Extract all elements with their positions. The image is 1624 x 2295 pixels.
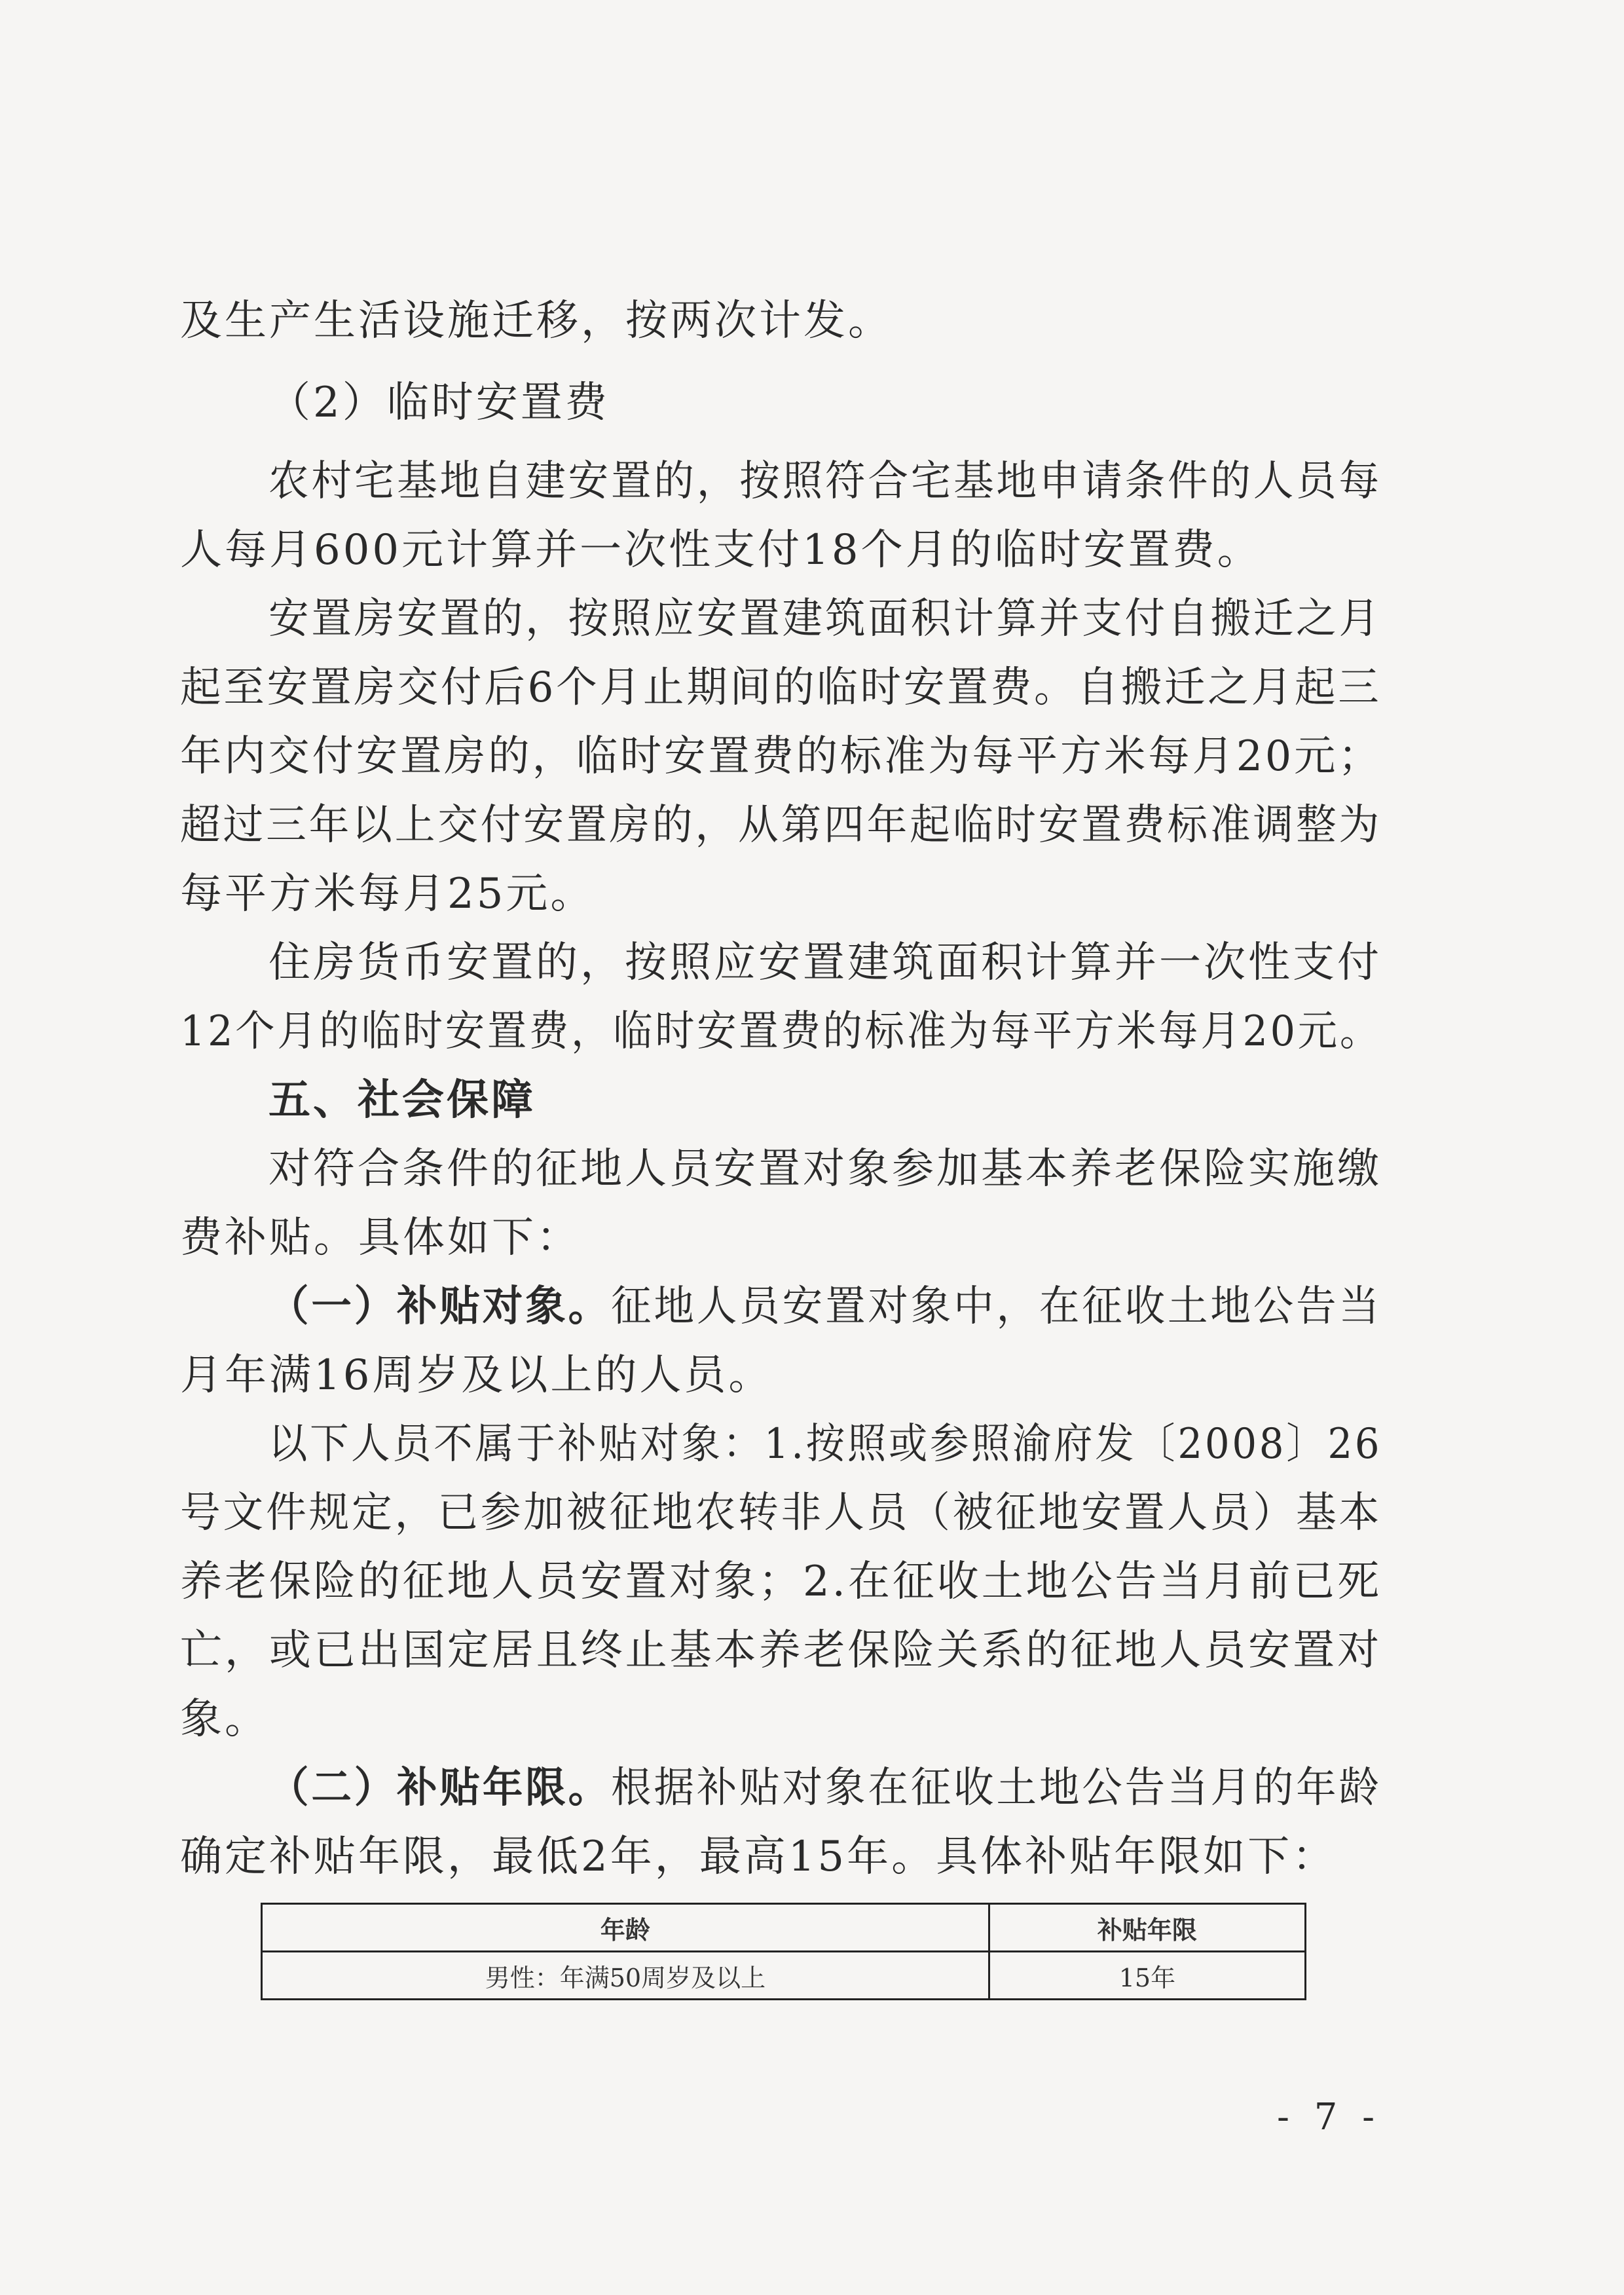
line-text: 对符合条件的征地人员安置对象参加基本养老保险实施缴 [268,1145,1382,1193]
table-row [262,1952,1306,2000]
line-text: 月年满16周岁及以上的人员。 [180,1351,773,1400]
subsidy-years-table [261,1903,1306,2000]
text-line [180,1831,1337,1883]
line-text: 超过三年以上交付安置房的，从第四年起临时安置费标准调整为 [180,801,1382,849]
text-line [180,730,1382,783]
line-text: 住房货币安置的，按照应安置建筑面积计算并一次性支付 [268,939,1382,987]
line-text: 根据补贴对象在征收土地公告当月的年龄 [611,1764,1382,1812]
text-line [268,1762,1382,1814]
line-text: （2）临时安置费 [268,379,610,427]
line-text: 五、社会保障 [268,1076,536,1125]
line-text: 人每月600元计算并一次性支付18个月的临时安置费。 [180,526,1262,574]
line-text: 每平方米每月25元。 [180,870,595,918]
line-text: 起至安置房交付后6个月止期间的临时安置费。自搬迁之月起三 [180,663,1382,712]
text-line [180,662,1382,714]
table-cell-age: 男性：年满50周岁及以上 [262,1952,989,2000]
text-line [180,1005,1382,1058]
text-line [268,1143,1382,1195]
text-line [268,1418,1382,1470]
text-line [268,593,1382,645]
text-line [268,377,610,429]
section-heading [268,1074,536,1127]
line-text: 费补贴。具体如下： [180,1214,581,1262]
line-text: 确定补贴年限，最低2年，最高15年。具体补贴年限如下： [180,1833,1337,1881]
subsection-label: （二）补贴年限。 [268,1763,612,1812]
line-text: 及生产生活设施迁移，按两次计发。 [180,297,893,345]
text-line [180,1556,1382,1608]
text-line [180,1212,581,1264]
line-text: 以下人员不属于补贴对象：1.按照或参照渝府发〔2008〕26 [268,1420,1382,1468]
table-header-row [262,1904,1306,1952]
text-line [180,524,1262,576]
text-line [180,799,1382,851]
subsection-label: （一）补贴对象。 [268,1282,612,1331]
line-text: 农村宅基地自建安置的，按照符合宅基地申请条件的人员每 [268,457,1382,506]
text-line [268,455,1382,508]
line-text: 养老保险的征地人员安置对象；2.在征收土地公告当月前已死 [180,1558,1382,1606]
text-line [180,1693,269,1745]
table-cell-years: 15年 [989,1952,1305,2000]
text-line [180,868,595,920]
text-line [180,1487,1382,1539]
line-text: 12个月的临时安置费，临时安置费的标准为每平方米每月20元。 [180,1007,1382,1056]
line-text: 年内交付安置房的，临时安置费的标准为每平方米每月20元； [180,732,1382,781]
line-text: 安置房安置的，按照应安置建筑面积计算并支付自搬迁之月 [268,595,1382,643]
line-text: 号文件规定，已参加被征地农转非人员（被征地安置人员）基本 [180,1489,1382,1537]
line-text: 亡，或已出国定居且终止基本养老保险关系的征地人员安置对 [180,1626,1382,1675]
line-text: 象。 [180,1695,269,1744]
text-line [268,1280,1382,1333]
page-number: - 7 - [1277,2096,1382,2138]
text-line [180,295,893,347]
text-line [268,937,1382,989]
table-header-years: 补贴年限 [989,1904,1305,1952]
text-line [180,1624,1382,1677]
text-line [180,1349,773,1402]
line-text: 征地人员安置对象中，在征收土地公告当 [611,1282,1382,1331]
table-header-age: 年龄 [262,1904,989,1952]
